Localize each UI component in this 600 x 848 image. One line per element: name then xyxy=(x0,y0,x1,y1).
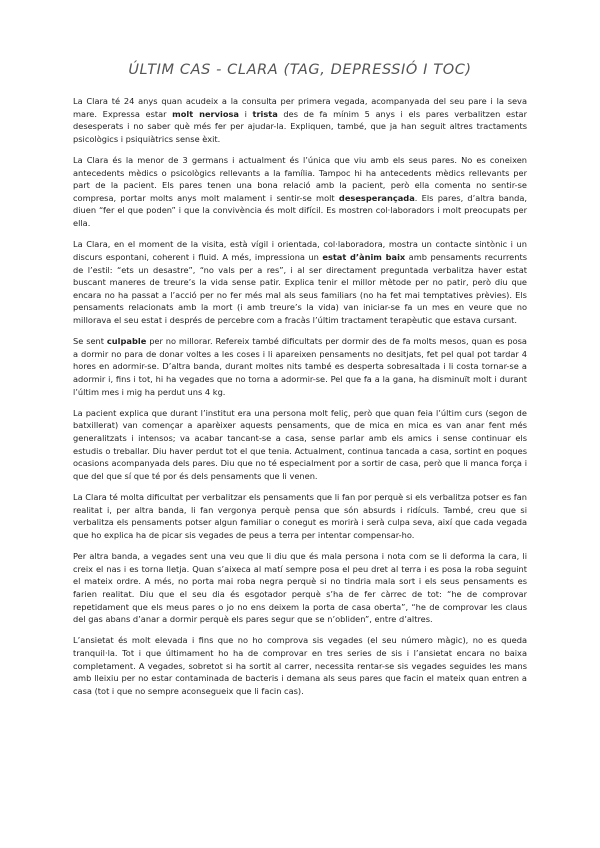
text-run: La Clara té 24 anys quan acudeix a la consulta per primera vegada, acompanyada del seu pare i la seva mare. Expressa estar xyxy=(73,96,527,119)
paragraph-4 xyxy=(73,335,527,398)
text-run: La Clara té molta dificultat per verbalitzar els pensaments que li fan por perquè si els verbalitza potser es fan realitat i, per altra banda, li fan vergonya perquè pensa que són absurds i ridículs. També, creu que si verbalitza els pensaments potser algun familiar o conegut es morirà i serà culpa seva, així que cada vegada que ho explica ha de picar sis vegades de peus a terra per intentar compensar-ho. xyxy=(73,492,527,540)
text-run: Per altra banda, a vegades sent una veu que li diu que és mala persona i nota com se li deforma la cara, li creix el nas i es torna lletja. Quan s’aixeca al matí sempre posa el peu dret al terra i es posa la roba seguint el mateix ordre. A més, no porta mai roba negra perquè si no tindria mala sort i els seus pensaments es farien realitat. Diu que el seu dia és esgotador perquè s’ha de fer càrrec de tot: “he de comprovar repetidament que els meus pares o jo no ens deixem la porta de casa oberta”, “he de comprovar les claus del gas abans d’anar a dormir perquè els pares segur que se n’obliden”, entre d’altres. xyxy=(73,551,527,625)
document-body xyxy=(73,95,527,697)
text-run: i xyxy=(238,108,253,119)
document-title: ÚLTIM CAS - CLARA (TAG, DEPRESSIÓ I TOC) xyxy=(128,62,472,78)
paragraph-5 xyxy=(73,407,527,483)
bold-phrase: trista xyxy=(252,108,278,119)
text-run: La pacient explica que durant l’institut era una persona molt feliç, però que quan feia l’últim curs (segon de batxillerat) van començar a aparèixer aquests pensaments, que de mica en mica es van anar fent més generalitzats i intensos; va acabar tancant-se a casa, sense parlar amb els amics i sense continuar els estudis o treballar. Diu haver perdut tot el que tenia. Actualment, continua tancada a casa, sortint en poques ocasions acompanyada dels pares. Diu que no té especialment por a sortir de casa, però que li manca força i que del que sí que té por és dels pensaments que li venen. xyxy=(73,407,527,481)
paragraph-1 xyxy=(73,95,527,145)
text-run: . Els pares, d’altra banda, diuen “fer el que poden” i que la convivència és molt difícil. Es mostren col·laboradors i molt preocupats per ella. xyxy=(73,192,528,229)
paragraph-3 xyxy=(73,238,527,326)
text-run: Se sent xyxy=(73,336,107,347)
bold-phrase: molt nerviosa xyxy=(172,108,239,119)
text-run: des de fa mínim 5 anys i els pares verbalitzen estar desesperats i no saber què més fer per ajudar-la. Expliquen, també, que ja han seguit altres tractaments psicològics i psiquiàtrics sense èxit. xyxy=(73,108,527,144)
text-run: amb pensaments recurrents de l’estil: “ets un desastre”, “no vals per a res”, i al ser directament preguntada verbalitza haver estat buscant maneres de treure’s la vida sense patir. Explica tenir el millor mètode per no patir, però diu que encara no ha passat a l’acció per no fer més mal als seus familiars (no ha fet mai temptatives prèvies). Els pensaments relacionats amb la mort (i amb treure’s la vida) van iniciar-se fa un mes en veure que no millorava el seu estat i després de percebre com a fracàs l’últim tractament terapèutic que estava cursant. xyxy=(73,251,528,325)
paragraph-7 xyxy=(73,550,527,626)
text-run: per no millorar. Refereix també dificultats per dormir des de fa molts mesos, quan es posa a dormir no para de donar voltes a les coses i li apareixen pensaments no desitjats, fet pel qual pot tardar 4 hores en adormir-se. D’altra banda, durant moltes nits també es desperta sobresaltada i li costa tornar-se a adormir i, fins i tot, hi ha vegades que no torna a adormir-se. Pel que fa a la gana, ha disminuït molt i durant l’últim mes i mig ha perdut uns 4 kg. xyxy=(73,336,527,397)
paragraph-8 xyxy=(73,634,527,697)
text-run: La Clara és la menor de 3 germans i actualment és l’única que viu amb els seus pares. No es coneixen antecedents mèdics o psicològics rellevants a la família. Tampoc hi ha antecedents mèdics rellevants per part de la pacient. Els pares tenen una bona relació amb la pacient, però ella comenta no sentir-se compresa, portar molts anys molt malament i sentir-se molt xyxy=(73,155,527,203)
bold-phrase: desesperançada xyxy=(338,192,415,203)
paragraph-6 xyxy=(73,491,527,541)
paragraph-2 xyxy=(73,154,527,230)
bold-phrase: estat d’ànim baix xyxy=(322,251,406,262)
text-run: L’ansietat és molt elevada i fins que no ho comprova sis vegades (el seu número màgic), no es queda tranquil·la. Tot i que últimament ho ha de comprovar en tres series de sis i l’ansietat encara no baixa completament. A vegades, sobretot si ha sortit al carrer, necessita rentar-se sis vegades seguides les mans amb lleixiu per no estar contaminada de bacteris i demana als seus pares que facin el mateix quan entren a casa (tot i que no sempre aconsegueix que li facin cas). xyxy=(73,635,527,696)
bold-phrase: culpable xyxy=(106,336,147,347)
text-run: La Clara, en el moment de la visita, està vígil i orientada, col·laboradora, mostra un contacte sintònic i un discurs espontani, coherent i fluid. A més, impressiona un xyxy=(73,239,527,262)
